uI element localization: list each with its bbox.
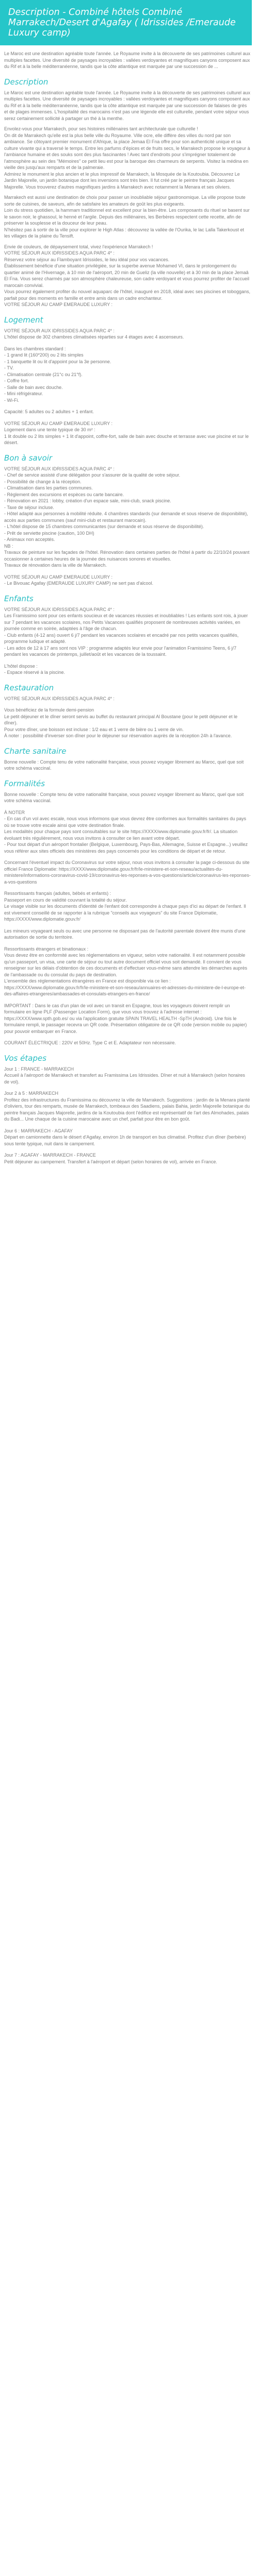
spacer	[4, 569, 251, 574]
section-line: - 1 banquette lit ou lit d'appoint pour la 3e personne.	[4, 359, 111, 364]
section-line: - Wi-Fi.	[4, 397, 19, 403]
spacer	[4, 1123, 251, 1128]
section-paragraph: Le Maroc est une destination agréable toute l'année. Le Royaume invite à la découverte de ses patrimoines culturel aux multiples facettes. Une diversité de paysages incroyables : vallées verdoyantes et magnifiques canyons composent aux du Rif et à la belle méditerranéenne, tandis que la côte atlantique est marquée par une succession de falaises de grès et de plages immenses. L'hospitalité des marocains n'est pas une légende elle est culturelle, pendant votre séjour vous serez certainement sollicité à partager un thé à la menthe.	[4, 90, 252, 121]
section-line: Départ en camionnette dans le désert d'Agafay, environ 1h de transport en bus climatisé. Profitez d'un dîner (berbère) sous tente typique, nuit dans le campement.	[4, 1134, 246, 1146]
section-line: Bonne nouvelle : Compte tenu de votre nationalité française, vous pouvez voyager librement au Maroc, quel que soit votre schéma vaccinal.	[4, 759, 244, 771]
section-body	[4, 606, 251, 676]
section-line: Pour votre dîner, une boisson est incluse : 1/2 eau et 1 verre de bière ou 1 verre de vin.	[4, 726, 184, 732]
section-line: Vous devez être en conformité avec les réglementations en vigueur, selon votre nationalité. Il est notamment possible qu'un passeport, un visa, une carte de séjour ou tout autre document officiel vous soit demandé. Il convient de vous renseigner sur les délais d'obtention de ces documents et d'effectuer vous-même sans attendre les démarches auprès de l'ambassade ou du consulat du pays de destination.	[4, 953, 248, 977]
section-line: Travaux de rénovation dans la ville de Marrakech.	[4, 563, 107, 568]
section-line: - Chef de service assisté d'une délégation pour s'assurer de la qualité de votre séjour.	[4, 472, 181, 478]
section-line: Accueil à l'aéroport de Marrakech et transfert au Framissima Les Idrissides. Dîner et nuit à Marrakech (selon horaires de vol).	[4, 1073, 245, 1084]
spacer	[4, 997, 251, 1003]
section-title: Charte sanitaire	[4, 746, 67, 756]
section-line: - Climatisation centrale (21°c ou 21°f).	[4, 371, 83, 377]
section-line: Capacité: 5 adultes ou 2 adultes + 1 enfant.	[4, 409, 94, 414]
section-line: - 1 grand lit (160*200) ou 2 lits simples	[4, 352, 84, 358]
section-line: VOTRE SÉJOUR AUX IDRISSIDES AQUA PARC 4* :	[4, 250, 115, 256]
section-line: Passeport en cours de validité couvrant la totalité du séjour.	[4, 897, 127, 903]
section-line: Vous pourrez également profiter du nouvel aquaparc de l'hôtel, inauguré en 2018, idéal avec ses piscines et toboggans, parfait pour des moments en famille et entre amis dans un cadre enchanteur.	[4, 289, 251, 301]
spacer	[4, 1085, 251, 1090]
section-body	[4, 90, 251, 308]
section-line: - Salle de bain avec douche.	[4, 384, 63, 390]
section-line: Vous bénéficiez de la formule demi-pension	[4, 707, 94, 713]
spacer	[4, 854, 251, 859]
spacer	[4, 885, 251, 890]
section-line: Ressortissants français (adultes, bébés et enfants) :	[4, 891, 111, 896]
section-line: COURANT ÉLECTRIQUE : 220V et 50Hz. Type C et E. Adaptateur non nécessaire.	[4, 1040, 176, 1045]
section-line: Profitez des infrastructures du Framissima ou découvrez la ville de Marrakech. Suggestions : jardin de la Menara planté d'oliviers, tour des remparts, musée de Marrakech, tombeaux des Saadiens, palais Bahia, jardin Majorelle botanique du peintre français Jacques Majorelle, jardins de la Koutoubia dont l'édifice est représentatif de l'art des Almohades, palais du Badi... Une chaque de la cuisine marocaine avec un chef, parfait pour être en bon goût.	[4, 1097, 250, 1122]
spacer	[4, 658, 251, 663]
section-line: - Prêt de serviette piscine (caution, 100 DH)	[4, 530, 94, 536]
section-title: Logement	[4, 315, 43, 325]
section-line: À noter : possibilité d'inverser son dîner pour le déjeuner sur réservation auprès de la réception 24h à l'avance.	[4, 733, 232, 738]
spacer	[4, 403, 251, 409]
section-line: Jour 6 : MARRAKECH - AGAFAY	[4, 1128, 73, 1133]
main-content	[0, 45, 258, 1174]
section-title: Formalités	[4, 778, 45, 788]
section-title: Bon à savoir	[4, 453, 53, 463]
section-line: VOTRE SÉJOUR AU CAMP EMERAUDE LUXURY :	[4, 420, 113, 426]
section-line: NB :	[4, 543, 13, 549]
section-line: - Les ados de 12 à 17 ans sont nos VIP : programme adaptés leur envie pour l'animation Framissimo Teens, 6 j/7 pendant les vacances de printemps, juillet/août et les vacances de la toussaint.	[4, 645, 237, 657]
section-line: VOTRE SÉJOUR AUX IDRISSIDES AQUA PARC 4* :	[4, 466, 115, 471]
section-body	[4, 328, 251, 446]
spacer	[4, 941, 251, 946]
section-line: - Rénovation en 2021 : lobby, création d'un espace sale, mini-club, snack piscine.	[4, 498, 171, 503]
section-title: Restauration	[4, 683, 54, 692]
section-line: VOTRE SÉJOUR AUX IDRISSIDES AQUA PARC 4* :	[4, 696, 115, 701]
section-line: Le petit déjeuner et le dîner seront servis au buffet du restaurant principal Al Boustane (pour le petit déjeuner et le dîner).	[4, 714, 238, 725]
section-line: Jour 1 : FRANCE - MARRAKECH	[4, 1066, 74, 1072]
section-line: - Possibilité de change à la réception.	[4, 479, 82, 484]
section-line: Les modalités pour chaque pays sont consultables sur le site https://XXXX/www.diplomatie.gouv.fr/fr/. La situation évoluant très régulièrement, nous vous invitons à consulter ce lien avant votre départ.	[4, 829, 238, 841]
section-line: VOTRE SÉJOUR AU CAMP EMERAUDE LUXURY :	[4, 574, 113, 580]
section-line: Les mineurs voyageant seuls ou avec une personne ne disposant pas de l'autorité parentale doivent être munis d'une autorisation de sortie du territoire.	[4, 928, 246, 940]
section-body	[4, 1066, 251, 1165]
page-title: Description - Combiné hôtels Combiné Marrakech/Desert d'Agafay ( Idrissides /Emeraude Luxury camp)	[8, 7, 236, 38]
section-line: Le visage visible sur les documents d'identité de l'enfant doit correspondre à chaque pays d'ici au départ de l'enfant. Il est vivement conseillé de se rapporter à la rubrique "conseils aux voyageurs" du site France Diplomatie, https://XXXX/www.diplomatie.gouv.fr/	[4, 904, 246, 922]
spacer	[4, 415, 251, 420]
section-line: VOTRE SÉJOUR AU CAMP EMERAUDE LUXURY :	[4, 302, 113, 307]
section-body	[4, 466, 251, 587]
section-line: Travaux de peinture sur les façades de l'hôtel. Rénovation dans certaines parties de l'hôtel à partir du 22/10/24 pouvant occasionner à certaines heures de la journée des nuisances sonores et visuelles.	[4, 550, 250, 562]
section-paragraph: Marrakech est aussi une destination de choix pour passer un inoubliable séjour gastronomique. La ville propose toute sorte de cuisines, de saveurs, afin de satisfaire les amateurs de goût les plus exigeants. Loin du stress quotidien, la hammam traditionnel est excellent pour la bien-être. Les composants du rituel se basent sur le savon noir, le ghassoul, le henné et l'argile. Depuis des millénaires, les Berbères respectent cette recette, afin de préserver la souplesse et la douceur de leur peau. N'hésitez pas à sortir de la ville pour explorer le High Atlas : découvrez la vallée de l'Ourika, le lac Lalla Takerkoust et les villages de la plaine du Tensift.	[4, 195, 250, 239]
section-line: À NOTER	[4, 809, 25, 815]
section-line: Envie de couleurs, de dépaysement total, vivez l'expérience Marrakech !	[4, 244, 153, 249]
section-title: Description	[4, 77, 49, 87]
section-line: VOTRE SÉJOUR AUX IDRISSIDES AQUA PARC 4* :	[4, 328, 115, 333]
section-title: Enfants	[4, 594, 34, 603]
section-line: - Hôtel adapté aux personnes à mobilité réduite. 4 chambres standards (sur demande et sous réserve de disponibilité), accès aux parties communes (sauf mini-club et restaurant marocain).	[4, 511, 248, 523]
section-line: Établissement bénéficie d'une situation privilégiée, sur la superbe avenue Mohamed VI, dans le prolongement du quartier animé de l'Hivernage, à 10 min de l'aéroport, 20 min de Gueliz (la ville nouvelle) et à 30 min de la place Jemaâ El Fna. Vous serez charmés par son atmosphère chaleureuse, son cadre verdoyant et vous pourrez profiter de l'accueil marocain convivial.	[4, 263, 249, 288]
section-line: - Mini réfrigérateur.	[4, 391, 43, 396]
section-line: VOTRE SÉJOUR AUX IDRISSIDES AQUA PARC 4* :	[4, 606, 115, 612]
section-title: Vos étapes	[4, 1053, 47, 1063]
section-line: Logement dans une tente typique de 30 m² :	[4, 427, 95, 432]
section-line: L'ensemble des réglementations étrangères en France est disponible via ce lien : https://XXXX/www.diplomatie.gouv.fr/fr/le-ministere-et-son-reseau/annuaires-et-adresses-du-ministere-de-l-europe-et-des-affaires-etrangeres/ambassades-et-consulats-etrangers-en-france/	[4, 978, 246, 996]
spacer	[4, 341, 251, 346]
section-line: L'hôtel dispose de 302 chambres climatisées réparties sur 4 étages avec 4 ascenseurs.	[4, 334, 184, 340]
section-line: - Coffre fort.	[4, 378, 29, 383]
section-line: Jour 2 à 5 : MARRAKECH	[4, 1091, 59, 1096]
section-line: - TV.	[4, 365, 14, 370]
title-banner	[0, 0, 252, 45]
section-line: Ressortissants étrangers et binationaux :	[4, 946, 89, 952]
section-line: Petit déjeuner au campement. Transfert à l'aéroport et départ (selon horaires de vol), arrivée en France.	[4, 1159, 217, 1164]
section-paragraph: Envolez-vous pour Marrakech, pour ses histoires millénaires tant architecturale que culturelle ! On dit de Marrakech qu'elle est la plus belle ville du Royaume. Ville ocre, elle diffère des villes du nord par son ambiance. Se côtoyant premier monument d'Afrique, la place Jemaa El Fna offre pour son authenticité unique et sa culture vivante qui a traversé le temps. Entre les parfums d'épices et de fruits secs, le Marrakech propose le voyageur à l'ambiance humaine et des souks sont des plus fascinantes ! Avec tant d'endroits pour s'imprégner totalement de l'atmosphère au sein des "Mémoires" ce petit lieu est pour la baroque des charmeurs de serpents. Visitez la médina en vieille des jusqu'aux remparts et de la palmeraie. Admirez le monument le plus ancien et le plus impressif de Marrakech, la Mosquée de la Koutoubia. Découvrez Le Jardin Majorelle, un jardin botanique dont les inversions sont très bien. Il fut créé par le peintre français Jacques Majorelle. Vous trouverez d'autres magnifiques jardins à Marrakech avec notamment la Menara et ses oliviers.	[4, 126, 250, 190]
section-line: - Règlement des excursions et espèces ou carte bancaire.	[4, 492, 124, 497]
section-body	[4, 759, 251, 772]
section-line: Dans les chambres standard :	[4, 346, 66, 351]
section-line: - Pour tout départ d'un aéroport frontalier (Belgique, Luxembourg, Pays-Bas, Allemagne, Suisse et Espagne...) veuillez vous référer aux sites officiels des ministères des pays concernés pour les conditions de départ et de retour.	[4, 842, 248, 854]
spacer	[4, 804, 251, 809]
section-line: Les Framissimo sont pour ces enfants soucieux et de vacances réussies et inoubliables ! Les enfants sont rois, à jouer sur 7 pendant les vacances scolaires, nos Petits Vacances qualifiés proposent de nombreuses activités variées, en journée comme en soirée, adaptées à l'âge de chacun.	[4, 613, 248, 631]
section-line: Bonne nouvelle : Compte tenu de votre nationalité française, vous pouvez voyager librement au Maroc, quel que soit votre schéma vaccinal.	[4, 791, 244, 803]
section-line: - Club enfants (4-12 ans) ouvert 6 j/7 pendant les vacances scolaires et encadré par nos petits vacances qualifiés, programme ludique et adapté.	[4, 632, 239, 644]
section-line: L'hôtel dispose :	[4, 663, 38, 669]
section-line: Réservez votre séjour au Flamboyant Idrissides, le lieu idéal pour vos vacances.	[4, 257, 170, 262]
section-line: - Taxe de séjour incluse.	[4, 504, 54, 510]
section-line: - En cas d'un vol avec escale, nous vous informons que vous devrez être conformes aux formalités sanitaires du pays où se trouve votre escale ainsi que votre destination finale.	[4, 816, 246, 828]
section-line: Jour 7 : AGAFAY - MARRAKECH - FRANCE	[4, 1153, 96, 1158]
section-body	[4, 696, 251, 739]
section-line: - L'hôtel dispose de 15 chambres communicantes (sur demande et sous réserve de disponibilité).	[4, 524, 204, 529]
section-line: - Le Bivouac Agafay (EMERAUDE LUXURY CAMP) ne sert pas d'alcool.	[4, 581, 154, 586]
spacer	[4, 702, 251, 707]
intro-text: Le Maroc est une destination agréable toute l'année. Le Royaume invite à la découverte de ses patrimoines culturel aux multiples facettes. Une diversité de paysages incroyables : vallées verdoyantes et magnifiques canyons composent aux du Rif et à la belle méditerranéenne, tandis que la côte atlantique est marquée par une succession de ...	[4, 51, 251, 69]
section-body	[4, 791, 251, 1046]
sections-container	[4, 77, 251, 1165]
section-line: - Climatisation dans les parties communes.	[4, 485, 93, 490]
spacer	[4, 1147, 251, 1152]
spacer	[4, 1035, 251, 1040]
page	[0, 0, 258, 1174]
section-line: - Espace réservé à la piscine.	[4, 670, 66, 675]
section-line: IMPORTANT : Dans le cas d'un plan de vol avec un transit en Espagne, tous les voyageurs doivent remplir un formulaire en ligne PLF (Passenger Location Form), que vous vous trouvez à l'adresse internet : https://XXXX/www.spth.gob.es/ ou via l'application gratuite SPAIN TRAVEL HEALTH -SpTH (Android). Une fois le formulaire rempli, le passager recevra un QR code. Présentation obligatoire de ce QR code (version mobile ou papier) pour pouvoir embarquer en France.	[4, 1003, 247, 1034]
spacer	[4, 923, 251, 928]
section-line: Concernant l'éventuel impact du Coronavirus sur votre séjour, nous vous invitons à consulter la page ci-dessous du site officiel France Diplomatie: https://XXXX/www.diplomatie.gouv.fr/fr/le-ministere-et-son-reseau/actualites-du-ministere/informations-coronavirus-covid-19/coronavirus-les-reponses-a-vos-questions/article/coronavirus-les-reponses-a-vos-questions	[4, 860, 251, 885]
section-line: - Animaux non acceptés.	[4, 537, 55, 542]
section-line: 1 lit double ou 2 lits simples + 1 lit d'appoint, coffre-fort, salle de bain avec douche et terrasse avec vue piscine et sur le désert.	[4, 433, 249, 445]
